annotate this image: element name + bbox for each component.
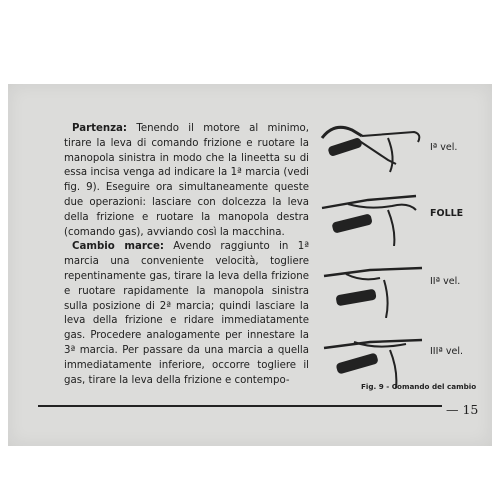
handlebar-illustration-first-gear	[318, 118, 426, 174]
body-text	[64, 122, 309, 388]
gear-label-first: Iª vel.	[430, 142, 458, 153]
gear-label-third: IIIª vel.	[430, 346, 464, 357]
gear-diagram	[318, 118, 488, 418]
paragraph-partenza	[64, 122, 309, 240]
gear-label-neutral: FOLLE	[430, 208, 464, 219]
figure-caption: Fig. 9 - Comando del cambio	[361, 382, 477, 391]
heading-cambio-marce: Cambio marce:	[72, 241, 164, 253]
handlebar-illustration-third-gear	[318, 332, 426, 388]
footer-rule	[38, 405, 442, 407]
gear-label-second: IIª vel.	[430, 276, 461, 287]
heading-partenza: Partenza:	[72, 123, 128, 134]
paragraph-cambio-marce	[64, 240, 309, 388]
handlebar-illustration-second-gear	[318, 262, 426, 318]
page-number: — 15	[446, 402, 479, 417]
handlebar-illustration-neutral	[318, 190, 426, 246]
paragraph-partenza-text: Tenendo il motore al minimo, tirare la leva di comando frizione e ruotare la manopola sinistra in modo che la lineetta su di essa incisa venga ad indicare la 1ª marcia (vedi fig. 9). Eseguire ora simultaneamente queste due operazioni: lasciare con dolcezza la leva della frizione e ruotare la manopola destra (comando gas), avviando così la macchina.	[64, 123, 309, 238]
paragraph-cambio-marce-text: Avendo raggiunto in 1ª marcia una conveniente velocità, togliere repentinamente gas, tirare la leva della frizione e ruotare rapidamente la manopola sinistra sulla posizione di 2ª marcia; quindi lasciare la leva della frizione e ridare immediatamente gas. Procedere analogamente per innestare la 3ª marcia. Per passare da una marcia a quella immediatamente inferiore, occorre togliere il gas, tirare la leva della frizione e contempo-	[64, 241, 309, 386]
